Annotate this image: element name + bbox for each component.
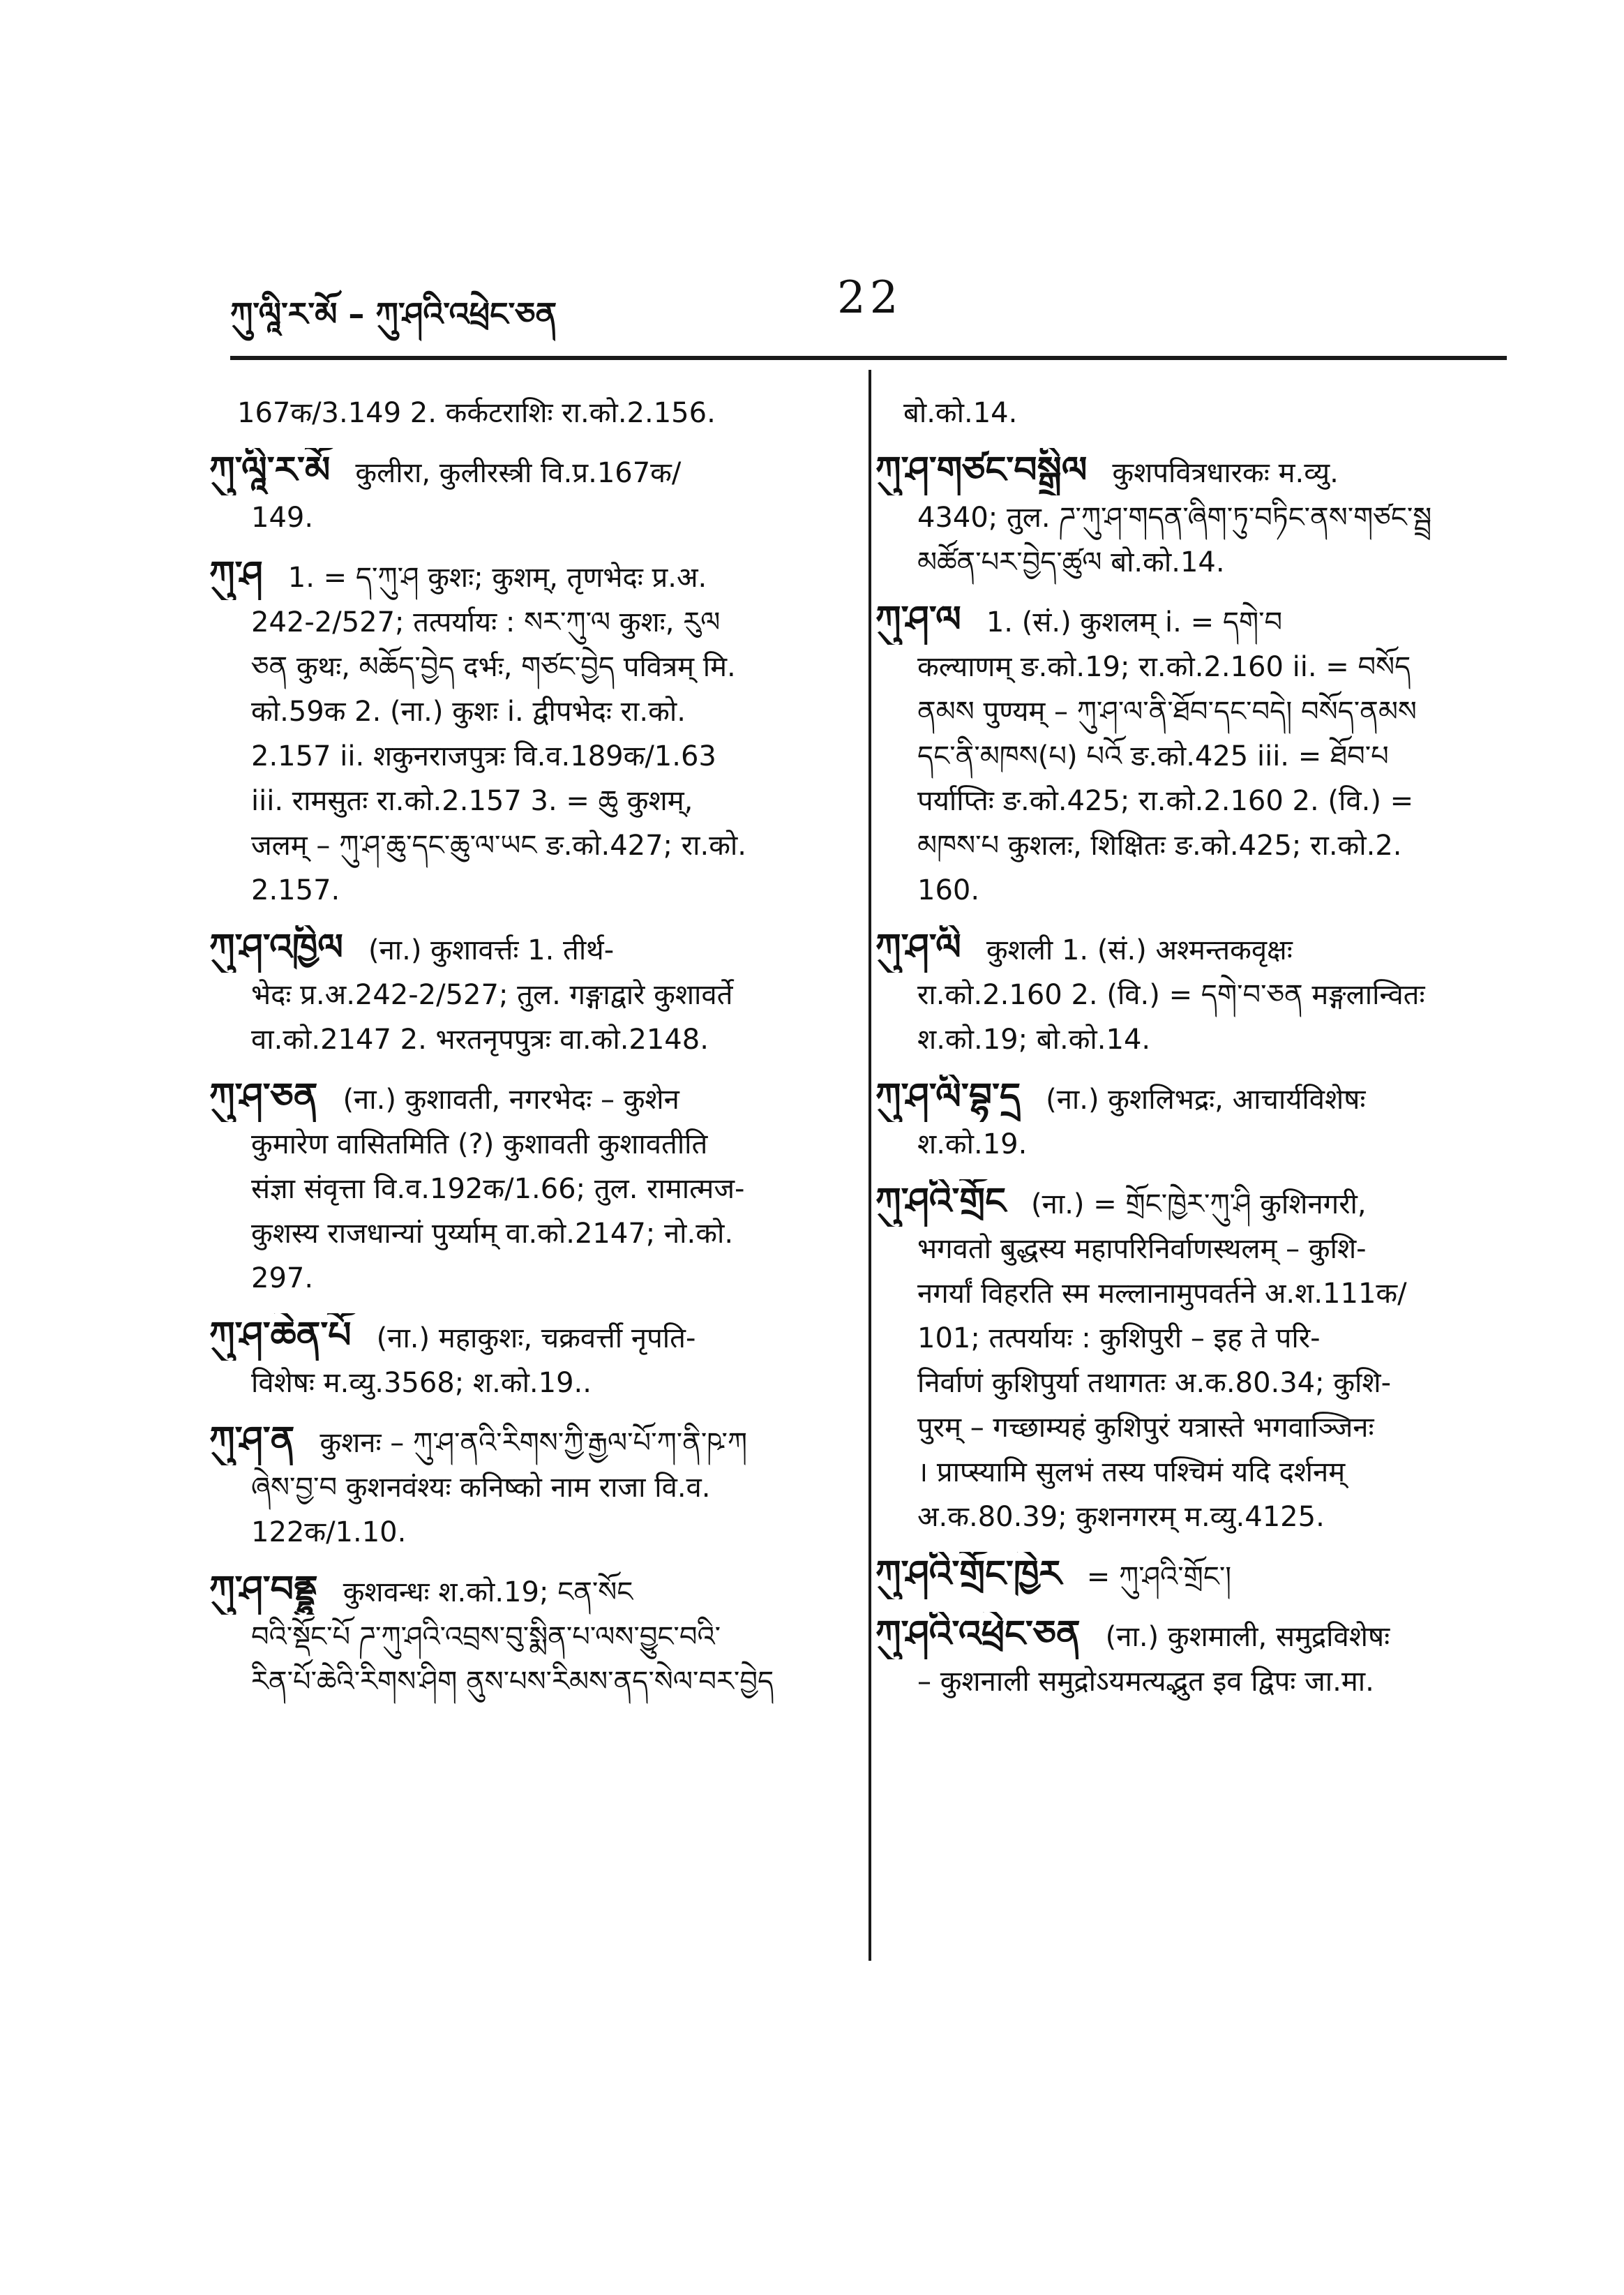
- continuation-entry: [209, 391, 837, 435]
- entry-line: 101; तत्पर्यायः : कुशिपुरी – इह ते परि-: [917, 1322, 1321, 1354]
- dictionary-entry: [875, 1612, 1489, 1704]
- entry-headword: ཀུ་ཤ་གཙང་བསྒྲིལ: [875, 449, 1088, 491]
- dictionary-entry: [875, 1075, 1489, 1167]
- entry-line: མཚོན་པར་བྱེད་ཚུལ बो.को.14.: [917, 546, 1225, 578]
- entry-headword: ཀུ་ཤ་བནྡྷུ: [209, 1569, 318, 1610]
- right-column: [875, 391, 1489, 1717]
- entry-headword: ཀུ་ཤའི་འཕྲེང་ཅན: [875, 1613, 1081, 1655]
- entry-line: 149.: [251, 502, 314, 534]
- dictionary-entry: [875, 1179, 1489, 1539]
- entry-first-line: = ཀུ་ཤའི་གྲོང་།: [1086, 1561, 1232, 1593]
- dictionary-entry: [209, 448, 837, 540]
- dictionary-entry: [875, 448, 1489, 585]
- entry-line: नगर्यां विहरति स्म मल्लानामुपवर्तने अ.श.111क/: [917, 1278, 1407, 1310]
- entry-line: श.को.19; बो.को.14.: [917, 1024, 1151, 1056]
- entry-line: 167क/3.149 2. कर्कटराशिः रा.को.2.156.: [237, 397, 716, 429]
- dictionary-entry: [209, 1075, 837, 1301]
- entry-line: – कुशनाली समुद्रोऽयमत्यद्भुत इव द्विपः जा.मा.: [917, 1666, 1374, 1698]
- page-header: [230, 272, 1486, 349]
- entry-headword: ཀུ་ཤ: [209, 554, 263, 596]
- entry-line: श.को.19.: [917, 1128, 1028, 1160]
- dictionary-entry: [209, 553, 837, 913]
- entry-first-line: (ना.) = གྲོང་ཁྱེར་ཀུ་ཤི कुशिनगरी,: [1031, 1188, 1367, 1220]
- entry-headword: ཀུ་ཤའི་གྲོང: [875, 1181, 1007, 1223]
- entry-line: जलम् – ཀུ་ཤ་ཆུ་དང་ཆུ་ལ་ཡང ङ.को.427; रा.को.: [251, 830, 746, 862]
- entry-line: कुमारेण वासितमिति (?) कुशावती कुशावतीति: [251, 1128, 708, 1160]
- entry-line: भगवतो बुद्धस्य महापरिनिर्वाणस्थलम् – कुशि-: [917, 1233, 1367, 1265]
- entry-headword: ཀུ་ལཱི་ར་མོ: [209, 449, 331, 491]
- entry-headword: ཀུ་ཤ་ཅན: [209, 1076, 318, 1118]
- entry-line: कल्याणम् ङ.को.19; रा.को.2.160 ii. = བསོད: [917, 651, 1411, 683]
- entry-line: पुरम् – गच्छाम्यहं कुशिपुरं यत्रास्ते भगवाञ्जिनः: [917, 1412, 1374, 1444]
- dictionary-entry: [875, 597, 1489, 913]
- entry-first-line: (ना.) कुशावती, नगरभेदः – कुशेन: [343, 1084, 679, 1116]
- entry-line: । प्राप्स्यामि सुलभं तस्य पश्चिमं यदि दर्शनम्: [917, 1456, 1346, 1488]
- entry-first-line: 1. = ད་ཀུ་ཤ कुशः; कुशम्, तृणभेदः प्र.अ.: [287, 562, 707, 594]
- entry-first-line: कुशनः – ཀུ་ཤ་ནའི་རིགས་ཀྱི་རྒྱལ་པོ་ཀ་ནི་ཥ་ཀ: [319, 1427, 748, 1459]
- entry-line: མཁས་པ कुशलः, शिक्षितः ङ.को.425; रा.को.2.: [917, 830, 1402, 862]
- guide-words: ཀུ་ལཱི་ར་མོ – ཀུ་ཤའི་འཕྲེང་ཅན: [230, 295, 557, 333]
- entry-line: ཞེས་བྱ་བ कुशनवंश्यः कनिष्को नाम राजा वि.व.: [251, 1472, 711, 1504]
- entry-line: बो.को.14.: [903, 397, 1018, 429]
- entry-line: रा.को.2.160 2. (वि.) = དགེ་བ་ཅན मङ्गलान्वितः: [917, 979, 1425, 1011]
- entry-line: 4340; तुल. ཌ་ཀུ་ཤ་གདན་ཞིག་ཏུ་བཏིང་ནས་གཙང་སྦྲ: [917, 502, 1432, 534]
- entry-headword: ཀུ་ཤའི་གྲོང་ཁྱེར: [875, 1553, 1062, 1595]
- entry-line: 297.: [251, 1262, 314, 1294]
- dictionary-entry: [209, 1567, 837, 1704]
- entry-line: ནམས पुण्यम् – ཀུ་ཤ་ལ་ནི་ཐོབ་དང་བདེ། བསོད་ནམས: [917, 696, 1417, 728]
- entry-headword: ཀུ་ཤ་ལི: [875, 927, 961, 969]
- entry-line: निर्वाणं कुशिपुर्या तथागतः अ.क.80.34; कुशि-: [917, 1367, 1392, 1399]
- entry-line: वा.को.2147 2. भरतनृपपुत्रः वा.को.2148.: [251, 1024, 709, 1056]
- left-column: [209, 391, 837, 1717]
- entry-first-line: कुशपवित्रधारकः म.व्यु.: [1112, 457, 1339, 489]
- entry-line: དང་ནི་མཁས(པ) པའོ ङ.को.425 iii. = ཐོབ་པ: [917, 740, 1389, 772]
- continuation-entry: [875, 391, 1489, 435]
- dictionary-entry: [875, 1552, 1489, 1599]
- entry-line: 122क/1.10.: [251, 1516, 407, 1548]
- entry-line: 2.157.: [251, 874, 340, 906]
- entry-line: རིན་པོ་ཆེའི་རིགས་ཤིག ནུས་པས་རིམས་ནད་སེལ་བར་བྱེད: [251, 1666, 774, 1698]
- entry-line: 242-2/527; तत्पर्यायः : སར་ཀུ་ལ कुशः, རུལ: [251, 606, 721, 638]
- entry-first-line: (ना.) महाकुशः, चक्रवर्त्ती नृपति-: [376, 1322, 696, 1354]
- entry-line: 2.157 ii. शकुनराजपुत्रः वि.व.189क/1.63: [251, 740, 716, 772]
- entry-line: विशेषः म.व्यु.3568; श.को.19..: [251, 1367, 592, 1399]
- entry-first-line: 1. (सं.) कुशलम् i. = དགེ་བ: [986, 606, 1283, 638]
- page-number: 22: [837, 272, 903, 324]
- dictionary-entry: [209, 1418, 837, 1555]
- entry-first-line: कुशली 1. (सं.) अश्मन्तकवृक्षः: [986, 934, 1293, 966]
- entry-first-line: (ना.) कुशलिभद्रः, आचार्यविशेषः: [1046, 1084, 1366, 1116]
- dictionary-entry: [875, 925, 1489, 1062]
- entry-headword: ཀུ་ཤ་ལ: [875, 599, 961, 641]
- entry-line: पर्याप्तिः ङ.को.425; रा.को.2.160 2. (वि.) =: [917, 785, 1414, 817]
- entry-line: ཅན कुथः, མཆོད་བྱེད दर्भः, གཙང་བྱེད पवित्रम् मि.: [251, 651, 736, 683]
- entry-line: བའི་སྡོང་པོ ཌ་ཀུ་ཤའི་འབྲས་བུ་སྨིན་པ་ལས་བྱུང་བའི་: [251, 1621, 721, 1653]
- entry-line: भेदः प्र.अ.242-2/527; तुल. गङ्गाद्वारे कुशावर्ते: [251, 979, 733, 1011]
- header-rule: [230, 356, 1507, 360]
- entry-first-line: कुशवन्धः श.को.19; ངན་སོང: [343, 1576, 633, 1608]
- entry-line: अ.क.80.39; कुशनगरम् म.व्यु.4125.: [917, 1501, 1325, 1533]
- entry-headword: ཀུ་ཤ་འཁྱིལ: [209, 927, 343, 969]
- column-divider: [869, 370, 871, 1961]
- entry-headword: ཀུ་ཤ་ཆེན་པོ: [209, 1315, 352, 1356]
- dictionary-entry: [209, 925, 837, 1062]
- entry-line: iii. रामसुतः रा.को.2.157 3. = ཆུ कुशम्,: [251, 785, 693, 817]
- entry-first-line: कुलीरा, कुलीरस्त्री वि.प्र.167क/: [355, 457, 682, 489]
- entry-first-line: (ना.) कुशावर्त्तः 1. तीर्थ-: [368, 934, 615, 966]
- entry-line: को.59क 2. (ना.) कुशः i. द्वीपभेदः रा.को.: [251, 696, 686, 728]
- dictionary-entry: [209, 1313, 837, 1405]
- entry-line: 160.: [917, 874, 980, 906]
- entry-headword: ཀུ་ཤ་ལི་བྷ་དྲ: [875, 1076, 1021, 1118]
- entry-headword: ཀུ་ཤ་ན: [209, 1419, 295, 1461]
- entry-line: संज्ञा संवृत्ता वि.व.192क/1.66; तुल. रामात्मज-: [251, 1173, 745, 1205]
- entry-line: कुशस्य राजधान्यां पुर्य्याम् वा.को.2147; नो.को.: [251, 1218, 734, 1250]
- entry-first-line: (ना.) कुशमाली, समुद्रविशेषः: [1105, 1621, 1390, 1653]
